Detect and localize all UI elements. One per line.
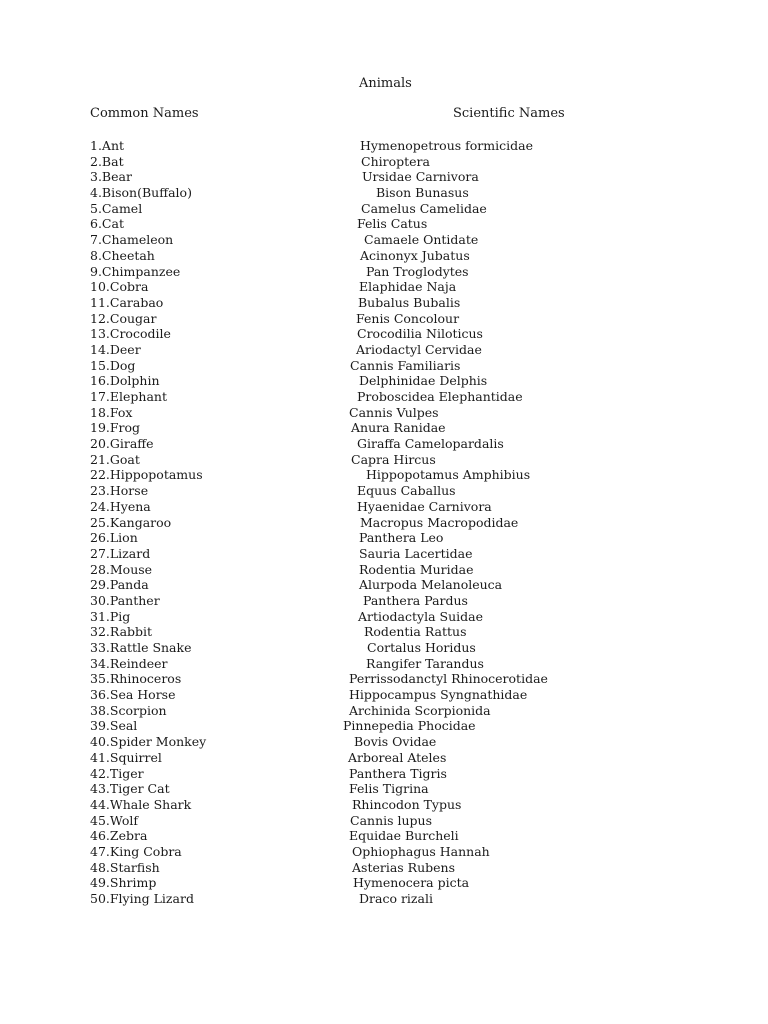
common-name: 3.Bear [90, 169, 132, 185]
common-names-header: Common Names [90, 106, 199, 121]
scientific-name: Bovis Ovidae [354, 734, 437, 750]
common-name: 50.Flying Lizard [90, 891, 194, 906]
common-name: 29.Panda [90, 577, 149, 593]
list-item [0, 844, 768, 860]
scientific-name: Sauria Lacertidae [359, 545, 473, 561]
common-name: 4.Bison(Buffalo) [90, 185, 192, 201]
scientific-name: Cortalus Horidus [367, 640, 476, 655]
scientific-name: Artiodactyla Suidae [358, 608, 483, 624]
list-item [0, 515, 768, 531]
common-name: 30.Panther [90, 592, 160, 608]
common-name: 10.Cobra [90, 279, 149, 295]
list-item [0, 342, 768, 358]
common-name: 13.Crocodile [90, 326, 171, 342]
scientific-name: Rhincodon Typus [352, 796, 462, 812]
scientific-name: Camelus Camelidae [361, 200, 487, 216]
list-item [0, 373, 768, 389]
list-item [0, 405, 768, 421]
common-name: 45.Wolf [90, 812, 139, 828]
list-item [0, 169, 768, 185]
list-item [0, 499, 768, 515]
scientific-name: Fenis Concolour [356, 310, 460, 326]
list-item [0, 138, 768, 154]
list-item [0, 656, 768, 672]
list-item [0, 562, 768, 578]
list-item [0, 232, 768, 248]
scientific-name: Cannis Vulpes [349, 404, 439, 420]
list-item [0, 860, 768, 876]
scientific-name: Hippocampus Syngnathidae [349, 687, 528, 703]
scientific-name: Equus Caballus [357, 483, 456, 499]
list-item [0, 875, 768, 891]
common-name: 48.Starfish [90, 859, 160, 875]
scientific-name: Cannis lupus [350, 812, 433, 828]
scientific-name: Panthera Leo [359, 530, 444, 546]
common-name: 47.King Cobra [90, 843, 182, 859]
scientific-name: Alurpoda Melanoleuca [359, 577, 503, 593]
list-item [0, 891, 768, 907]
scientific-name: Capra Hircus [351, 451, 436, 467]
list-item [0, 358, 768, 374]
common-name: 28.Mouse [90, 561, 153, 577]
scientific-name: Felis Catus [357, 216, 428, 232]
scientific-name: Pan Troglodytes [366, 263, 469, 279]
list-item [0, 593, 768, 609]
common-name: 21.Goat [90, 451, 140, 467]
list-item [0, 718, 768, 734]
scientific-name: Crocodilia Niloticus [357, 326, 483, 342]
common-name: 32.Rabbit [90, 624, 153, 640]
common-name: 15.Dog [90, 357, 136, 373]
scientific-name: Hippopotamus Amphibius [366, 467, 531, 483]
common-name: 20.Giraffe [90, 436, 154, 452]
scientific-name: Elaphidae Naja [359, 279, 457, 295]
common-name: 43.Tiger Cat [90, 781, 170, 797]
list-item [0, 687, 768, 703]
list-item [0, 201, 768, 217]
scientific-name: Giraffa Camelopardalis [357, 436, 504, 452]
common-name: 12.Cougar [90, 310, 157, 326]
common-name: 35.Rhinoceros [90, 671, 182, 687]
list-item [0, 609, 768, 625]
list-item [0, 420, 768, 436]
common-name: 39.Seal [90, 718, 138, 734]
common-name: 11.Carabao [90, 294, 164, 310]
common-name: 24.Hyena [90, 498, 151, 514]
common-name: 7.Chameleon [90, 232, 174, 248]
document-title: Animals [359, 76, 412, 91]
list-item [0, 640, 768, 656]
scientific-name: Bison Bunasus [376, 185, 469, 201]
scientific-name: Equidae Burcheli [349, 828, 459, 844]
common-name: 17.Elephant [90, 389, 167, 404]
scientific-name: Pinnepedia Phocidae [343, 718, 476, 734]
scientific-name: Bubalus Bubalis [358, 294, 461, 310]
common-name: 5.Camel [90, 200, 143, 216]
common-name: 6.Cat [90, 216, 124, 232]
scientific-name: Panthera Pardus [363, 592, 468, 608]
list-item [0, 264, 768, 280]
list-item [0, 185, 768, 201]
list-item [0, 389, 768, 405]
common-name: 9.Chimpanzee [90, 263, 181, 279]
common-name: 41.Squirrel [90, 749, 162, 765]
list-item [0, 577, 768, 593]
scientific-name: Felis Tigrina [349, 781, 429, 797]
scientific-name: Cannis Familiaris [350, 357, 461, 373]
scientific-name: Hyaenidae Carnivora [357, 498, 492, 514]
scientific-name: Macropus Macropodidae [360, 514, 519, 530]
scientific-name: Camaele Ontidate [364, 232, 479, 248]
scientific-name: Hymenocera picta [353, 875, 470, 891]
list-item [0, 828, 768, 844]
list-item [0, 781, 768, 797]
list-item [0, 813, 768, 829]
scientific-name: Ariodactyl Cervidae [356, 341, 482, 357]
list-item [0, 279, 768, 295]
scientific-name: Ursidae Carnivora [362, 169, 479, 185]
common-name: 38.Scorpion [90, 702, 167, 718]
list-item [0, 703, 768, 719]
list-item [0, 750, 768, 766]
common-name: 44.Whale Shark [90, 796, 192, 812]
common-name: 25.Kangaroo [90, 514, 172, 530]
common-name: 16.Dolphin [90, 373, 160, 389]
scientific-name: Rodentia Muridae [359, 561, 474, 577]
common-name: 19.Frog [90, 420, 141, 436]
scientific-name: Chiroptera [361, 153, 430, 169]
scientific-name: Asterias Rubens [352, 859, 456, 875]
list-item [0, 295, 768, 311]
scientific-name: Rangifer Tarandus [366, 655, 484, 671]
common-name: 22.Hippopotamus [90, 467, 203, 483]
list-item [0, 326, 768, 342]
common-name: 2.Bat [90, 153, 124, 169]
scientific-names-header: Scientific Names [453, 106, 565, 121]
animal-list [0, 138, 768, 907]
common-name: 18.Fox [90, 404, 133, 420]
common-name: 36.Sea Horse [90, 687, 176, 703]
common-name: 33.Rattle Snake [90, 640, 192, 655]
scientific-name: Ophiophagus Hannah [352, 843, 490, 859]
list-item [0, 216, 768, 232]
scientific-name: Perrissodanctyl Rhinocerotidae [349, 671, 548, 687]
scientific-name: Acinonyx Jubatus [360, 247, 470, 263]
list-item [0, 766, 768, 782]
common-name: 31.Pig [90, 608, 131, 624]
list-item [0, 483, 768, 499]
list-item [0, 311, 768, 327]
list-item [0, 671, 768, 687]
common-name: 26.Lion [90, 530, 138, 546]
list-item [0, 797, 768, 813]
list-item [0, 248, 768, 264]
list-item [0, 624, 768, 640]
list-item [0, 467, 768, 483]
list-item [0, 154, 768, 170]
common-name: 46.Zebra [90, 828, 148, 844]
scientific-name: Archinida Scorpionida [349, 702, 491, 718]
list-item [0, 734, 768, 750]
common-name: 8.Cheetah [90, 247, 155, 263]
scientific-name: Delphinidae Delphis [359, 373, 488, 389]
scientific-name: Proboscidea Elephantidae [357, 389, 523, 404]
list-item [0, 452, 768, 468]
list-item [0, 546, 768, 562]
common-name: 42.Tiger [90, 765, 144, 781]
common-name: 40.Spider Monkey [90, 734, 207, 750]
common-name: 23.Horse [90, 483, 149, 499]
list-item [0, 436, 768, 452]
list-item [0, 530, 768, 546]
scientific-name: Panthera Tigris [349, 765, 447, 781]
scientific-name: Hymenopetrous formicidae [360, 138, 533, 153]
common-name: 1.Ant [90, 138, 125, 153]
scientific-name: Rodentia Rattus [364, 624, 467, 640]
scientific-name: Draco rizali [359, 891, 433, 906]
common-name: 14.Deer [90, 341, 141, 357]
common-name: 49.Shrimp [90, 875, 157, 891]
scientific-name: Anura Ranidae [351, 420, 446, 436]
common-name: 34.Reindeer [90, 655, 168, 671]
scientific-name: Arboreal Ateles [348, 749, 447, 765]
common-name: 27.Lizard [90, 545, 151, 561]
